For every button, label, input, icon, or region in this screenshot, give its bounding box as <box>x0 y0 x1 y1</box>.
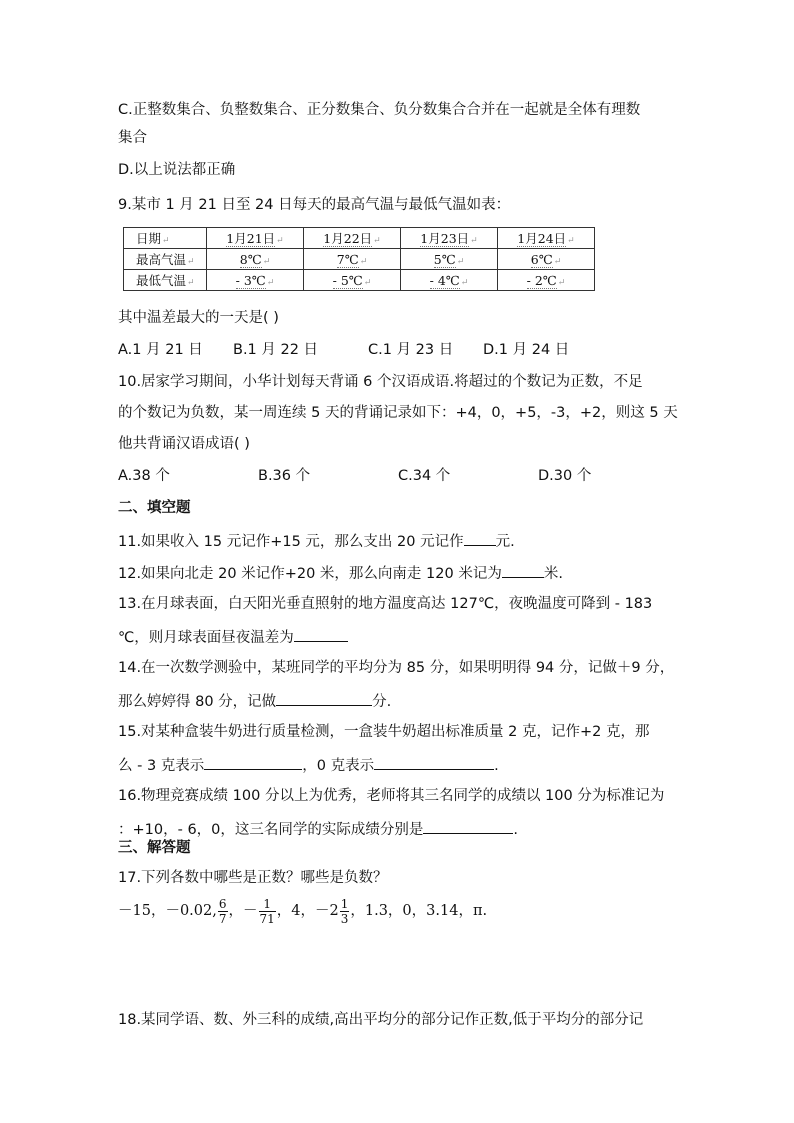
q8-option-c-line2: 集合 <box>118 130 147 146</box>
high-temp-cell: 8℃↵ <box>207 249 304 270</box>
q15-answer-blank-2[interactable] <box>374 754 494 770</box>
fraction-six-sevenths: $\frac{6}{7}$ <box>218 896 227 926</box>
q15-line2: 么 - 3 克表示 ，0 克表示 . <box>118 754 499 776</box>
q16-answer-blank[interactable] <box>423 818 513 834</box>
q13-line2: ℃，则月球表面昼夜温差为 <box>118 626 348 648</box>
q18-line1: 18.某同学语、数、外三科的成绩,高出平均分的部分记作正数,低于平均分的部分记 <box>118 1012 644 1028</box>
table-row <box>124 228 595 249</box>
fraction-one-third: $\frac{1}{3}$ <box>340 896 349 926</box>
q8-option-d: D.以上说法都正确 <box>118 162 236 178</box>
q10-option-d: D.30 个 <box>538 468 592 484</box>
low-temp-label-cell: 最低气温↵ <box>124 270 207 291</box>
q10-line3: 他共背诵汉语成语( ) <box>118 436 250 452</box>
q11: 11.如果收入 15 元记作+15 元，那么支出 20 元记作 元. <box>118 530 515 552</box>
temperature-table <box>123 227 595 291</box>
low-temp-cell: - 5℃↵ <box>304 270 401 291</box>
q11-answer-blank[interactable] <box>464 530 496 546</box>
fraction-one-seventy-first: $\frac{1}{71}$ <box>259 896 275 926</box>
date-cell: 1月22日↵ <box>304 228 401 249</box>
q15-line1: 15.对某种盒装牛奶进行质量检测，一盒装牛奶超出标准质量 2 克，记作+2 克，那 <box>118 724 650 740</box>
high-temp-cell: 5℃↵ <box>401 249 498 270</box>
q9-option-a: A.1 月 21 日 <box>118 342 203 358</box>
q13-answer-blank[interactable] <box>294 626 348 642</box>
table-header-cell: 日期↵ <box>124 228 207 249</box>
date-cell: 1月21日↵ <box>207 228 304 249</box>
q8-option-c-line1: C.正整数集合、负整数集合、正分数集合、负分数集合合并在一起就是全体有理数 <box>118 102 641 118</box>
q14-line1: 14.在一次数学测验中，某班同学的平均分为 85 分，如果明明得 94 分，记做＋9 分， <box>118 660 675 676</box>
q9-question: 其中温差最大的一天是( ) <box>118 310 279 326</box>
q12: 12.如果向北走 20 米记作+20 米，那么向南走 120 米记为 米. <box>118 562 563 584</box>
q13-line1: 13.在月球表面，白天阳光垂直照射的地方温度高达 127℃，夜晚温度可降到 - 183 <box>118 596 653 612</box>
q9-stem: 9.某市 1 月 21 日至 24 日每天的最高气温与最低气温如表： <box>118 197 511 213</box>
q12-answer-blank[interactable] <box>502 562 544 578</box>
q10-option-a: A.38 个 <box>118 468 170 484</box>
q17-stem: 17.下列各数中哪些是正数？哪些是负数？ <box>118 870 388 886</box>
q15-answer-blank-1[interactable] <box>204 754 302 770</box>
q16-line1: 16.物理竞赛成绩 100 分以上为优秀，老师将其三名同学的成绩以 100 分为标准记为 <box>118 788 665 804</box>
q10-line1: 10.居家学习期间，小华计划每天背诵 6 个汉语成语.将超过的个数记为正数，不足 <box>118 374 643 390</box>
table-row <box>124 270 595 291</box>
section-answer-heading: 三、解答题 <box>118 840 191 856</box>
date-cell: 1月24日↵ <box>498 228 595 249</box>
high-temp-label-cell: 最高气温↵ <box>124 249 207 270</box>
low-temp-cell: - 2℃↵ <box>498 270 595 291</box>
q9-option-d: D.1 月 24 日 <box>483 342 570 358</box>
q14-answer-blank[interactable] <box>276 690 372 706</box>
q10-line2: 的个数记为负数，某一周连续 5 天的背诵记录如下：+4，0，+5，-3，+2，则这 5 天 <box>118 405 678 421</box>
section-fill-in-heading: 二、填空题 <box>118 500 191 516</box>
low-temp-cell: - 3℃↵ <box>207 270 304 291</box>
high-temp-cell: 7℃↵ <box>304 249 401 270</box>
date-cell: 1月23日↵ <box>401 228 498 249</box>
high-temp-cell: 6℃↵ <box>498 249 595 270</box>
q14-line2: 那么婷婷得 80 分，记做 分. <box>118 690 391 712</box>
q10-option-c: C.34 个 <box>398 468 451 484</box>
q10-option-b: B.36 个 <box>258 468 311 484</box>
q9-option-c: C.1 月 23 日 <box>368 342 454 358</box>
low-temp-cell: - 4℃↵ <box>401 270 498 291</box>
q17-number-list: －15，－0.02, $\frac{6}{7}$ ，－ $\frac{1}{71}$ ，4，－2 $\frac{1}{3}$ ，1.3，0，3.14，π. <box>118 896 488 926</box>
q16-line2: ：+10，- 6，0，这三名同学的实际成绩分别是 . <box>118 818 518 840</box>
table-row <box>124 249 595 270</box>
q9-option-b: B.1 月 22 日 <box>233 342 319 358</box>
